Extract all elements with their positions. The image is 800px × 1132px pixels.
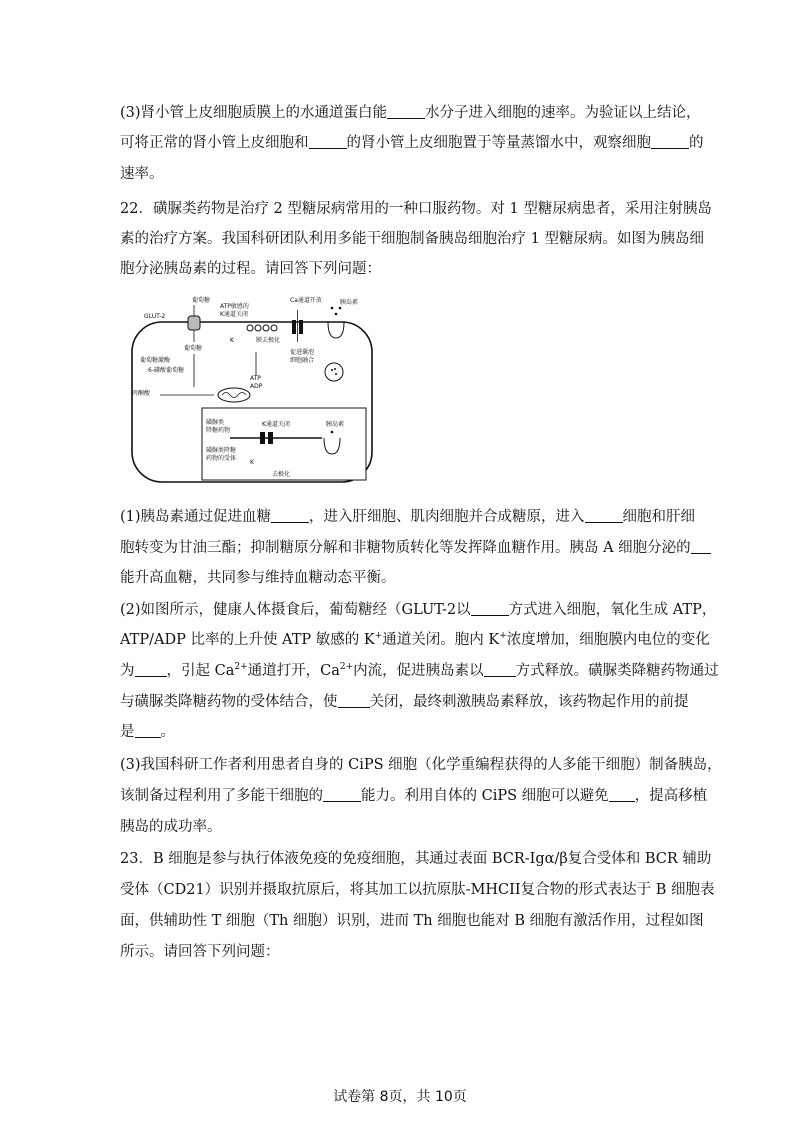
islet-cell-diagram xyxy=(122,292,382,488)
drug-inset-box xyxy=(202,408,366,480)
drug-label-2: 降糖药物 xyxy=(206,427,231,434)
g6p-label: 6-磷酸葡萄糖 xyxy=(148,367,184,374)
q22-p3-line2: 该制备过程利用了多能干细胞的 能力。利用自体的 CiPS 细胞可以避免 ，提高移植 xyxy=(120,788,708,804)
answer-blank[interactable] xyxy=(609,787,635,802)
answer-blank[interactable] xyxy=(135,662,167,677)
answer-blank[interactable] xyxy=(387,104,425,119)
mitochondrion xyxy=(218,388,250,402)
insulin-box-label: 胰岛素 xyxy=(326,421,345,428)
q22-p3-line3: 胰岛的成功率。 xyxy=(120,819,222,835)
q22-intro-line1: 22．磺脲类药物是治疗 2 型糖尿病常用的一种口服药物。对 1 型糖尿病患者，采用注射胰岛 xyxy=(120,201,712,217)
q22-intro-line3: 胞分泌胰岛素的过程。请回答下列问题： xyxy=(120,261,381,277)
receptor-label-1: 磺脲类降糖 xyxy=(206,447,237,454)
answer-blank[interactable] xyxy=(484,662,516,677)
depolarization-box-label: 去极化 xyxy=(272,471,291,478)
q22-intro-line2: 素的治疗方案。我国科研团队利用多能干细胞制备胰岛细胞治疗 1 型糖尿病。如图为胰岛细 xyxy=(120,231,704,247)
q21-p3-line1: (3)肾小管上皮细胞质膜上的水通道蛋白能 水分子进入细胞的速率。为验证以上结论， xyxy=(120,105,701,121)
vesicle-promote-label-2: 细胞融合 xyxy=(290,357,315,364)
q22-p1-line3: 能升高血糖，共同参与维持血糖动态平衡。 xyxy=(120,570,396,586)
k-label: K xyxy=(230,337,234,344)
answer-blank[interactable] xyxy=(323,787,361,802)
q21-p3-line3: 速率。 xyxy=(120,166,164,182)
k-box-label: K xyxy=(250,459,254,466)
atp-channel-label-2: K通道关闭 xyxy=(220,311,248,318)
drug-label-1: 磺脲类 xyxy=(206,419,225,426)
q23-line4: 所示。请回答下列问题： xyxy=(120,944,280,960)
q22-p1-line1: (1)胰岛素通过促进血糖 ，进入肝细胞、肌肉细胞并合成糖原，进入 细胞和肝细 xyxy=(120,509,696,525)
atp-label: ATP xyxy=(250,375,261,382)
insulin-top-label: 胰岛素 xyxy=(340,299,359,306)
answer-blank[interactable] xyxy=(338,693,370,708)
q23-line3: 面，供辅助性 T 细胞（Th 细胞）识别，进而 Th 细胞也能对 B 细胞有激活作用，过程如图 xyxy=(120,913,704,929)
k-close-label: K通道关闭 xyxy=(262,421,290,428)
answer-blank[interactable] xyxy=(691,539,711,554)
page-footer: 试卷第 8页，共 10页 xyxy=(333,1089,467,1105)
glut2-label: GLUT-2 xyxy=(144,313,166,320)
q22-p2-line5: 是 。 xyxy=(120,724,175,740)
q21-p3-line2: 可将正常的肾小管上皮细胞和 的肾小管上皮细胞置于等量蒸馏水中，观察细胞 的 xyxy=(120,135,704,151)
answer-blank[interactable] xyxy=(651,134,689,149)
q22-p3-line1: (3)我国科研工作者利用患者自身的 CiPS 细胞（化学重编程获得的人多能干细胞）制备胰岛， xyxy=(120,757,722,773)
answer-blank[interactable] xyxy=(471,601,509,616)
ca-channel-label: Ca通道开放 xyxy=(290,297,322,304)
q22-p2-line4: 与磺脲类降糖药物的受体结合，使 关闭，最终刺激胰岛素释放，该药物起作用的前提 xyxy=(120,694,689,710)
atp-channel-label-1: ATP敏感的 xyxy=(220,303,249,310)
q23-line2: 受体（CD21）识别并摄取抗原后，将其加工以抗原肽-MHCII复合物的形式表达于 B 细胞表 xyxy=(120,882,715,898)
answer-blank[interactable] xyxy=(135,723,161,738)
glut2-transporter xyxy=(188,316,200,330)
answer-blank[interactable] xyxy=(309,134,347,149)
glucose-top-label: 葡萄糖 xyxy=(192,297,211,304)
q22-p2-line1: (2)如图所示，健康人体摄食后，葡萄糖经（GLUT-2以 方式进入细胞，氧化生成 ATP， xyxy=(120,602,717,618)
insulin-vesicle xyxy=(325,363,343,381)
glucose-in-label: 葡萄糖 xyxy=(184,345,203,352)
answer-blank[interactable] xyxy=(585,508,623,523)
adp-label: ADP xyxy=(250,383,263,390)
q22-p2-line3: 为 ，引起 $Ca^{2+}$通道打开，$Ca^{2+}$内流，促进胰岛素以 方式释放。磺脲类降糖药物通过 xyxy=(120,662,719,679)
q23-line1: 23．B 细胞是参与执行体液免疫的免疫细胞，其通过表面 BCR-Igα/β复合受体和 BCR 辅助 xyxy=(120,851,712,867)
depolarization-label: 膜去极化 xyxy=(256,337,281,344)
q22-p1-line2: 胞转变为甘油三酯；抑制糖原分解和非糖物质转化等发挥降血糖作用。胰岛 A 细胞分泌的 xyxy=(120,538,711,558)
vesicle-promote-label-1: 促进囊泡 xyxy=(290,349,315,356)
q22-p2-line2: ATP/ADP 比率的上升使 ATP 敏感的 K+通道关闭。胞内 K+浓度增加，细胞膜内电位的变化 xyxy=(120,631,710,648)
answer-blank[interactable] xyxy=(271,508,309,523)
receptor-label-2: 药物的受体 xyxy=(206,455,237,462)
pyruvate-label: 丙酮酸 xyxy=(132,390,151,397)
glucokinase-label: 葡萄糖激酶 xyxy=(140,357,171,364)
